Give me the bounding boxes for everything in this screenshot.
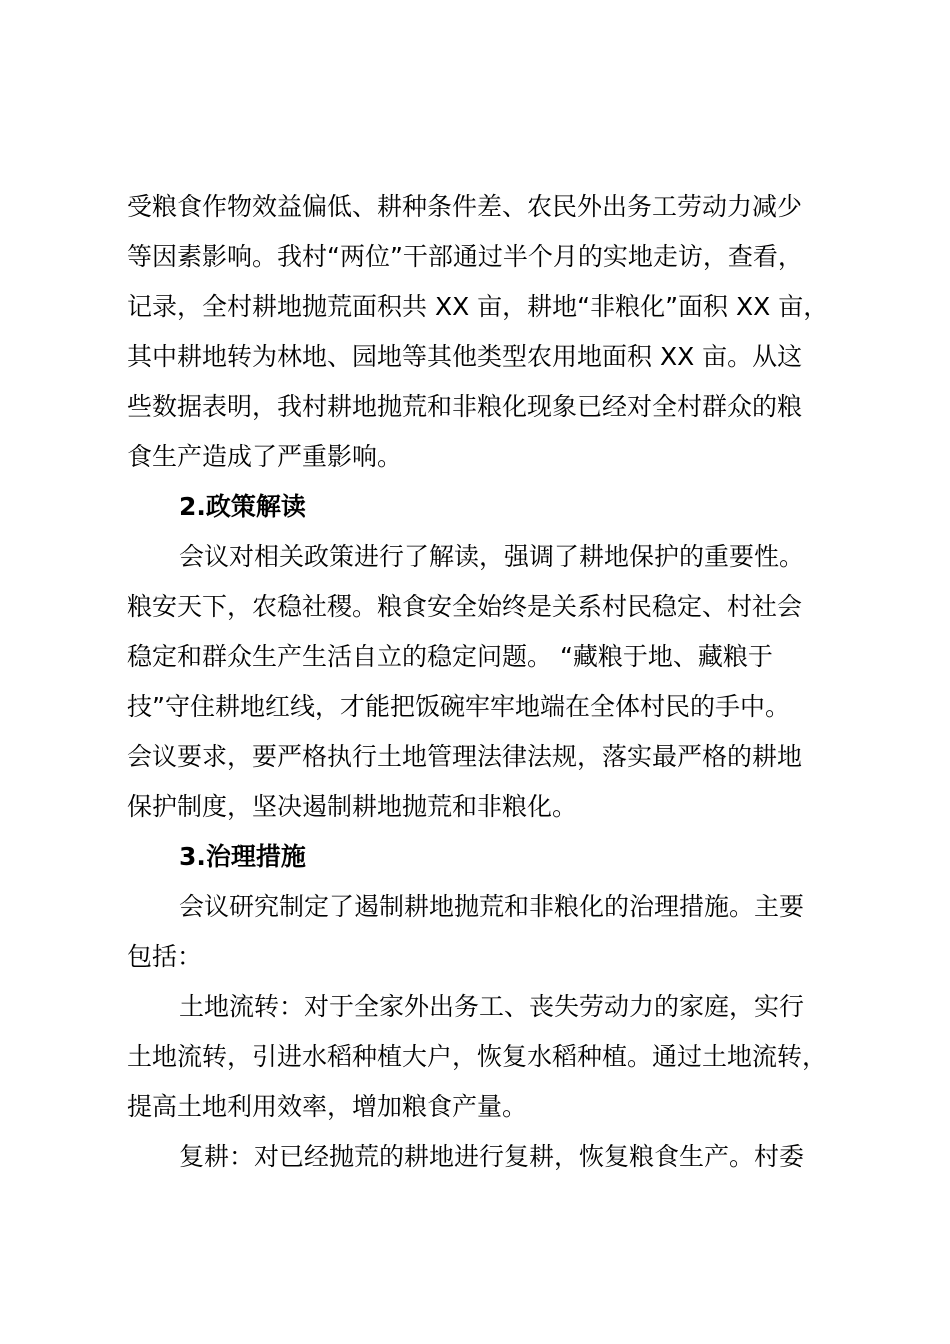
- paragraph-line: 稳定和群众生产生活自立的稳定问题。 “藏粮于地、藏粮于: [127, 642, 773, 671]
- paragraph-line: 会议要求，要严格执行土地管理法律法规，落实最严格的耕地: [127, 742, 803, 771]
- paragraph-line: 技”守住耕地红线，才能把饭碗牢牢地端在全体村民的手中。: [127, 692, 790, 721]
- paragraph-line: 包括：: [127, 942, 203, 971]
- paragraph-line: 土地流转：对于全家外出务工、丧失劳动力的家庭，实行: [179, 992, 805, 1021]
- paragraph-line: 等因素影响。我村“两位”干部通过半个月的实地走访，查看，: [127, 242, 803, 271]
- paragraph-line: 粮安天下，农稳社稷。粮食安全始终是关系村民稳定、村社会: [127, 592, 803, 621]
- paragraph-line: 其中耕地转为林地、园地等其他类型农用地面积 XX 亩。从这: [127, 342, 803, 371]
- paragraph-line: 复耕：对已经抛荒的耕地进行复耕，恢复粮食生产。村委: [179, 1142, 805, 1171]
- section-heading-policy: 2.政策解读: [179, 492, 306, 521]
- paragraph-line: 记录，全村耕地抛荒面积共 XX 亩，耕地“非粮化”面积 XX 亩，: [127, 292, 829, 321]
- paragraph-line: 提高土地利用效率，增加粮食产量。: [127, 1092, 528, 1121]
- section-heading-measures: 3.治理措施: [179, 842, 306, 871]
- paragraph-line: 些数据表明，我村耕地抛荒和非粮化现象已经对全村群众的粮: [127, 392, 803, 421]
- document-body: [127, 182, 867, 1182]
- paragraph-line: 受粮食作物效益偏低、耕种条件差、农民外出务工劳动力减少: [127, 192, 803, 221]
- paragraph-line: 保护制度，坚决遏制耕地抛荒和非粮化。: [127, 792, 578, 821]
- paragraph-line: 土地流转，引进水稻种植大户，恢复水稻种植。通过土地流转，: [127, 1042, 828, 1071]
- paragraph-line: 会议研究制定了遏制耕地抛荒和非粮化的治理措施。主要: [179, 892, 805, 921]
- paragraph-line: 食生产造成了严重影响。: [127, 442, 403, 471]
- paragraph-line: 会议对相关政策进行了解读，强调了耕地保护的重要性。: [179, 542, 805, 571]
